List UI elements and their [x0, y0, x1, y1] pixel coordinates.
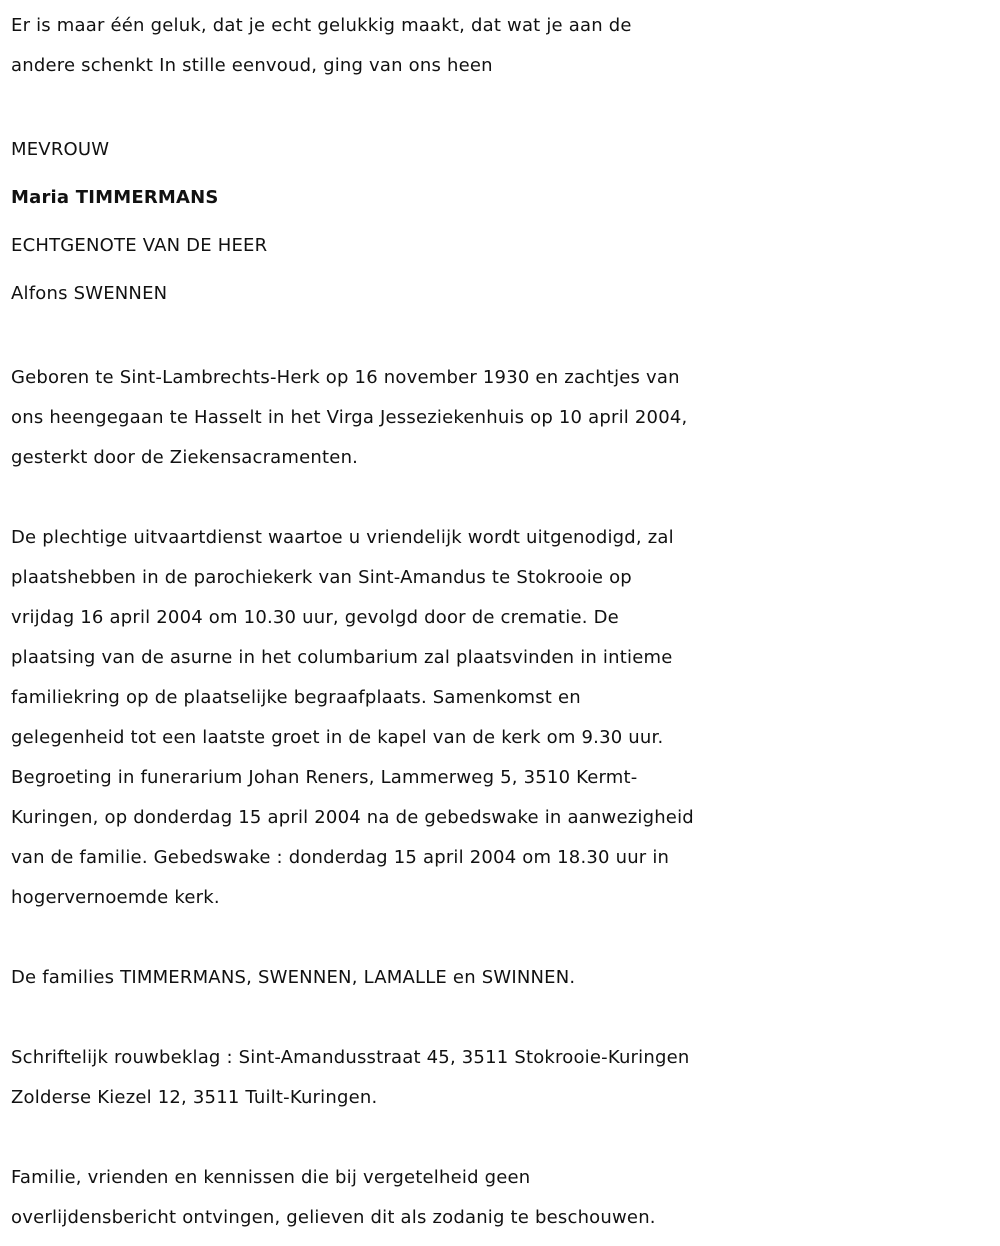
- motto-paragraph: [11, 6, 1000, 86]
- paragraph-line: Kuringen, op donderdag 15 april 2004 na de gebedswake in aanwezigheid: [11, 807, 694, 828]
- paragraph-line: vrijdag 16 april 2004 om 10.30 uur, gevolgd door de crematie. De: [11, 607, 619, 628]
- deceased-name: Maria TIMMERMANS: [11, 187, 219, 208]
- deceased-relation: ECHTGENOTE VAN DE HEER: [11, 235, 268, 256]
- paragraph-line: gesterkt door de Ziekensacramenten.: [11, 447, 359, 468]
- paragraph-line: Zolderse Kiezel 12, 3511 Tuilt-Kuringen.: [11, 1087, 378, 1108]
- spacer: [11, 1118, 1000, 1158]
- paragraph-line: plaatshebben in de parochiekerk van Sint-Amandus te Stokrooie op: [11, 567, 632, 588]
- paragraph-line: ons heengegaan te Hasselt in het Virga Jesseziekenhuis op 10 april 2004,: [11, 407, 688, 428]
- families-paragraph: [11, 958, 1000, 998]
- paragraph-line: gelegenheid tot een laatste groet in de kapel van de kerk om 9.30 uur.: [11, 727, 664, 748]
- deceased-spouse: Alfons SWENNEN: [11, 283, 168, 304]
- motto-line: Er is maar één geluk, dat je echt gelukkig maakt, dat wat je aan de: [11, 15, 632, 36]
- paragraph-line: overlijdensbericht ontvingen, gelieven dit als zodanig te beschouwen.: [11, 1207, 656, 1228]
- spacer: [11, 478, 1000, 518]
- paragraph-line: plaatsing van de asurne in het columbarium zal plaatsvinden in intieme: [11, 647, 673, 668]
- paragraph-line: familiekring op de plaatselijke begraafplaats. Samenkomst en: [11, 687, 581, 708]
- spacer: [11, 86, 1000, 126]
- spacer: [11, 918, 1000, 958]
- funeral-paragraph: [11, 518, 1000, 918]
- birth-death-paragraph: [11, 358, 1000, 478]
- motto-line: andere schenkt In stille eenvoud, ging van ons heen: [11, 55, 493, 76]
- paragraph-line: hogervernoemde kerk.: [11, 887, 220, 908]
- deceased-title: MEVROUW: [11, 139, 110, 160]
- paragraph-line: Familie, vrienden en kennissen die bij vergetelheid geen: [11, 1167, 531, 1188]
- paragraph-line: Begroeting in funerarium Johan Reners, Lammerweg 5, 3510 Kermt-: [11, 767, 638, 788]
- paragraph-line: Geboren te Sint-Lambrechts-Herk op 16 november 1930 en zachtjes van: [11, 367, 680, 388]
- paragraph-line: van de familie. Gebedswake : donderdag 15 april 2004 om 18.30 uur in: [11, 847, 670, 868]
- spacer: [11, 998, 1000, 1038]
- paragraph-line: Schriftelijk rouwbeklag : Sint-Amandusstraat 45, 3511 Stokrooie-Kuringen: [11, 1047, 690, 1068]
- paragraph-line: De plechtige uitvaartdienst waartoe u vriendelijk wordt uitgenodigd, zal: [11, 527, 674, 548]
- condolences-paragraph: [11, 1038, 1000, 1118]
- deceased-block: [11, 126, 1000, 318]
- paragraph-line: De families TIMMERMANS, SWENNEN, LAMALLE en SWINNEN.: [11, 967, 576, 988]
- spacer: [11, 318, 1000, 358]
- closing-paragraph: [11, 1158, 1000, 1238]
